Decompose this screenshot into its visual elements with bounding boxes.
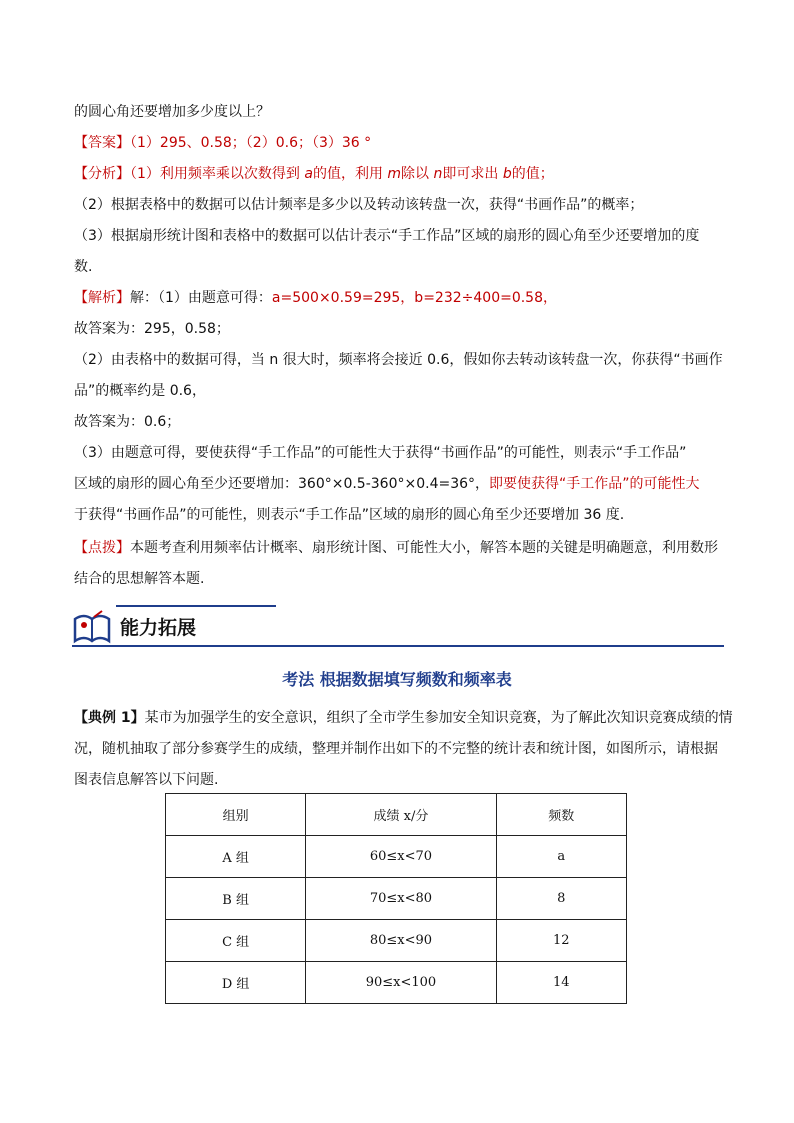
solution-line-5 <box>74 412 180 432</box>
example-text: 某市为加强学生的安全意识，组织了全市学生参加安全知识竞赛，为了解此次知识竞赛成绩的情 <box>144 710 733 726</box>
var-b: b <box>502 166 512 182</box>
table-cell: C 组 <box>166 920 306 962</box>
solution-text: 故答案为：0.6； <box>74 414 181 430</box>
solution-line-4 <box>74 381 206 401</box>
analysis-text: 即可求出 <box>442 166 503 182</box>
solution-text: 解：（1）由题意可得： <box>130 290 272 306</box>
table-cell: 12 <box>496 920 626 962</box>
solution-tag: 【解析】 <box>74 290 130 306</box>
solution-line-2 <box>74 319 230 339</box>
solution-line-1 <box>74 288 557 308</box>
analysis-line-2 <box>74 195 643 215</box>
solution-line-8 <box>74 505 624 525</box>
solution-text: 于获得“书画作品”的可能性，则表示“手工作品”区域的扇形的圆心角至少还要增加 36 度. <box>74 507 625 523</box>
line-text: 的圆心角还要增加多少度以上？ <box>74 104 270 120</box>
solution-text: （2）由表格中的数据可得，当 n 很大时，频率将会接近 0.6，假如你去转动该转盘一次，你获得“书画作 <box>74 352 723 368</box>
analysis-line-3 <box>74 226 699 246</box>
answer-line <box>74 133 371 153</box>
analysis-text: 的值，利用 <box>312 166 388 182</box>
analysis-text: （3）根据扇形统计图和表格中的数据可以估计表示“手工作品”区域的扇形的圆心角至少还要增加的度 <box>74 228 700 244</box>
table-row <box>166 836 627 878</box>
ability-header <box>72 603 724 649</box>
table-cell: 8 <box>496 878 626 920</box>
table-header: 频数 <box>496 794 626 836</box>
solution-formula: a=500×0.59=295，b=232÷400=0.58， <box>271 290 558 306</box>
tip-line-2 <box>74 569 204 589</box>
ability-title: 能力拓展 <box>120 617 197 639</box>
var-a: a <box>304 166 313 182</box>
analysis-text: （1）利用频率乘以次数得到 <box>130 166 305 182</box>
analysis-line-4 <box>74 257 92 277</box>
var-n: n <box>433 166 443 182</box>
table-cell: 14 <box>496 962 626 1004</box>
solution-line-7 <box>74 474 700 494</box>
table-row <box>166 878 627 920</box>
table-row <box>166 920 627 962</box>
tip-line-1 <box>74 538 718 558</box>
answer-tag: 【答案】 <box>74 135 130 151</box>
tip-tag: 【点拨】 <box>74 540 130 556</box>
solution-text: 故答案为：295，0.58； <box>74 321 230 337</box>
tip-text: 本题考查利用频率估计概率、扇形统计图、可能性大小，解答本题的关键是明确题意，利用数形 <box>130 540 718 556</box>
table-header-row <box>166 794 627 836</box>
book-icon <box>72 609 112 645</box>
header-rule <box>72 645 724 647</box>
solution-text: 品”的概率约是 0.6， <box>74 383 206 399</box>
example-text: 图表信息解答以下问题. <box>74 772 219 788</box>
table-header: 成绩 x/分 <box>306 794 496 836</box>
table-cell: 60≤x<70 <box>306 836 496 878</box>
solution-text: （3）由题意可得，要使获得“手工作品”的可能性大于获得“书画作品”的可能性，则表示“手工作品” <box>74 445 687 461</box>
solution-text: 区域的扇形的圆心角至少还要增加：360°×0.5-360°×0.4=36°， <box>74 476 490 492</box>
section-title: 考法 根据数据填写频数和频率表 <box>282 670 512 689</box>
example-line-3 <box>74 770 218 790</box>
table-cell: 70≤x<80 <box>306 878 496 920</box>
example-tag: 【典例 1】 <box>74 710 145 726</box>
var-m: m <box>387 166 402 182</box>
example-line-1 <box>74 708 733 728</box>
table-row <box>166 962 627 1004</box>
analysis-text: 数. <box>74 259 93 275</box>
analysis-text: 除以 <box>401 166 434 182</box>
header-top-rule <box>116 605 276 607</box>
table-header: 组别 <box>166 794 306 836</box>
table-cell: 90≤x<100 <box>306 962 496 1004</box>
solution-line-3 <box>74 350 723 370</box>
table-cell: D 组 <box>166 962 306 1004</box>
table-cell: a <box>496 836 626 878</box>
analysis-tag: 【分析】 <box>74 166 130 182</box>
analysis-text: （2）根据表格中的数据可以估计频率是多少以及转动该转盘一次，获得“书画作品”的概率； <box>74 197 644 213</box>
analysis-text: 的值； <box>511 166 554 182</box>
example-text: 况，随机抽取了部分参赛学生的成绩，整理并制作出如下的不完整的统计表和统计图，如图所示，请根据 <box>74 741 718 757</box>
text-line <box>74 102 270 122</box>
solution-line-6 <box>74 443 686 463</box>
solution-red-text: 即要使获得“手工作品”的可能性大 <box>489 476 700 492</box>
frequency-table <box>165 793 627 1004</box>
tip-text: 结合的思想解答本题. <box>74 571 205 587</box>
table-cell: A 组 <box>166 836 306 878</box>
analysis-line-1 <box>74 164 554 184</box>
example-line-2 <box>74 739 718 759</box>
table-cell: 80≤x<90 <box>306 920 496 962</box>
answer-text: （1）295、0.58；（2）0.6；（3）36 ° <box>130 135 372 151</box>
table-cell: B 组 <box>166 878 306 920</box>
